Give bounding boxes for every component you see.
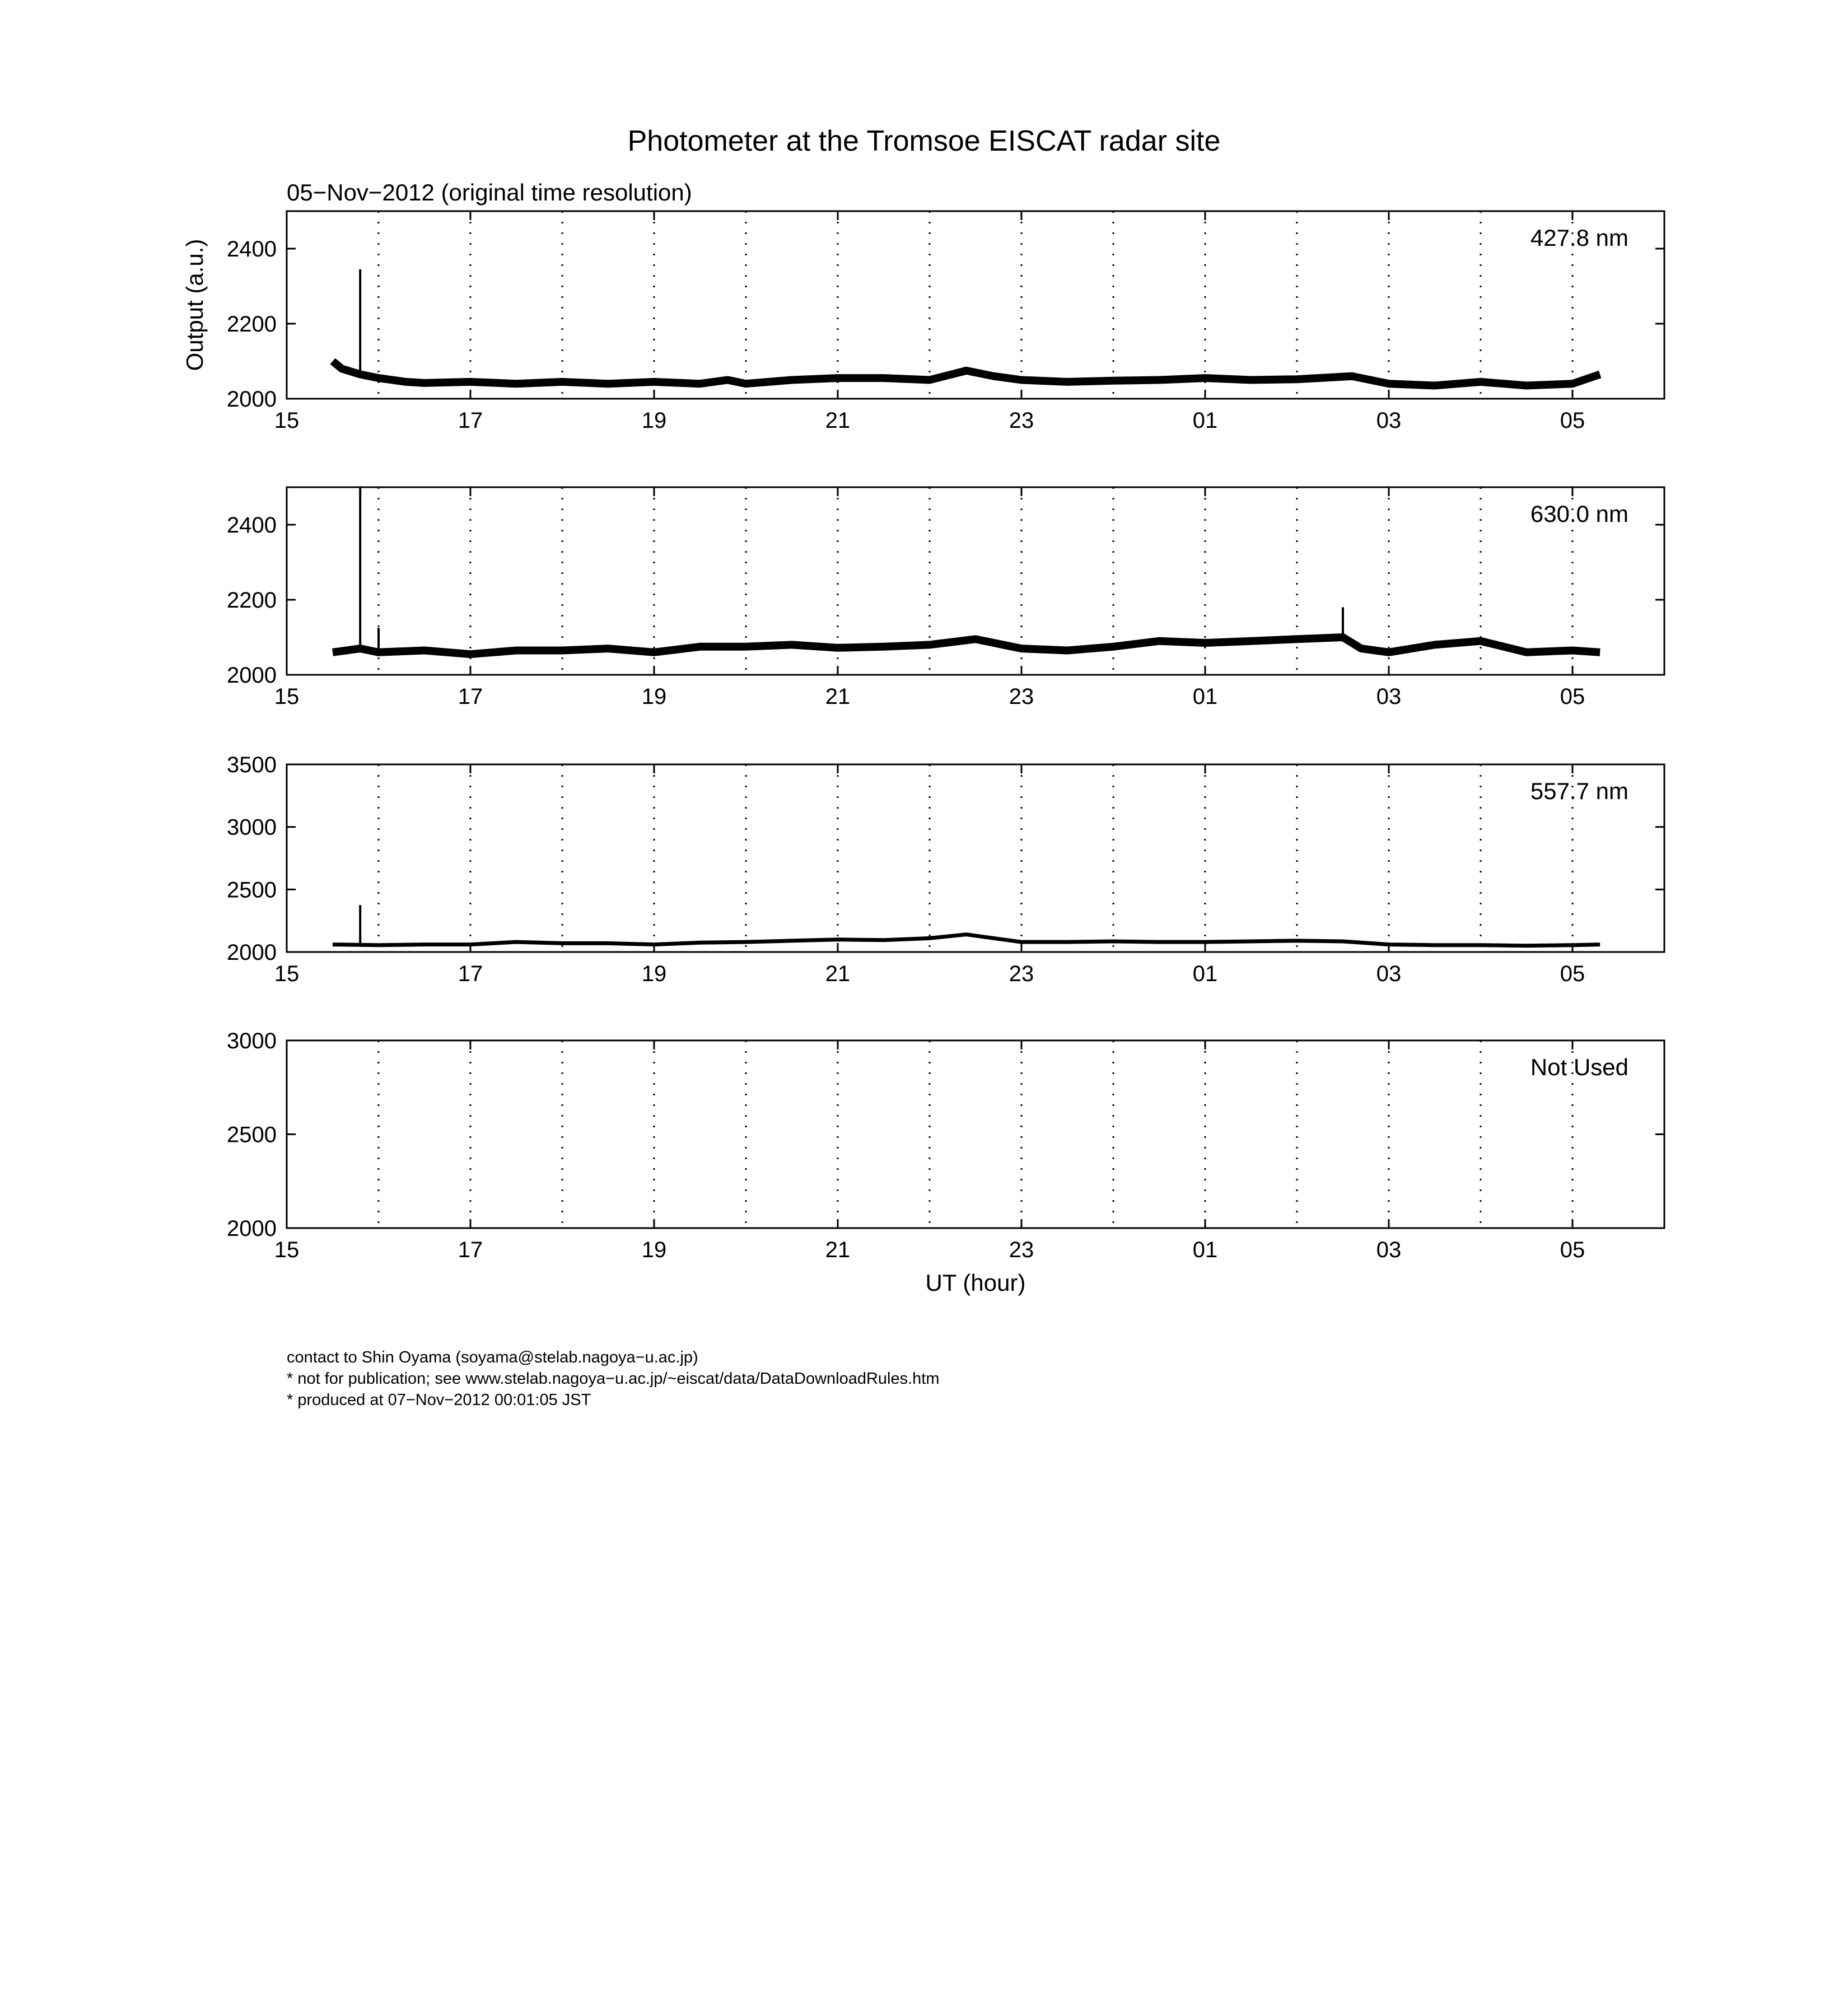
x-tick-label: 23 bbox=[1009, 684, 1034, 709]
y-tick-label: 3000 bbox=[227, 815, 277, 840]
x-tick-label: 15 bbox=[274, 408, 300, 433]
x-tick-label: 15 bbox=[274, 962, 300, 986]
x-tick-label: 01 bbox=[1192, 1238, 1218, 1262]
y-tick-label: 2400 bbox=[227, 513, 277, 538]
footer-produced-at: * produced at 07−Nov−2012 00:01:05 JST bbox=[287, 1391, 591, 1409]
panel-4 bbox=[227, 1029, 1664, 1296]
x-tick-label: 03 bbox=[1376, 1238, 1402, 1262]
x-tick-label: 01 bbox=[1192, 408, 1218, 433]
x-tick-label: 15 bbox=[274, 684, 300, 709]
y-tick-label: 2500 bbox=[227, 1122, 277, 1147]
series-line bbox=[333, 361, 1600, 386]
x-tick-label: 05 bbox=[1560, 684, 1585, 709]
x-axis-label: UT (hour) bbox=[925, 1270, 1026, 1296]
x-tick-label: 19 bbox=[641, 408, 667, 433]
y-tick-label: 2400 bbox=[227, 237, 277, 262]
axes-frame bbox=[287, 764, 1664, 952]
x-tick-label: 19 bbox=[641, 684, 667, 709]
channel-label: Not Used bbox=[1530, 1054, 1628, 1080]
x-tick-label: 17 bbox=[458, 962, 483, 986]
footer-publication-note: * not for publication; see www.stelab.nagoya−u.ac.jp/~eiscat/data/DataDownloadRules.htm bbox=[287, 1370, 940, 1388]
y-tick-label: 2200 bbox=[227, 588, 277, 613]
x-tick-label: 23 bbox=[1009, 408, 1034, 433]
series-line bbox=[333, 637, 1600, 654]
x-tick-label: 17 bbox=[458, 408, 483, 433]
x-tick-label: 15 bbox=[274, 1238, 300, 1262]
x-tick-label: 21 bbox=[825, 1238, 851, 1262]
x-tick-label: 05 bbox=[1560, 408, 1585, 433]
x-tick-label: 17 bbox=[458, 684, 483, 709]
x-tick-label: 19 bbox=[641, 1238, 667, 1262]
x-tick-label: 03 bbox=[1376, 684, 1402, 709]
panel-3 bbox=[227, 753, 1664, 986]
channel-label: 557.7 nm bbox=[1530, 778, 1628, 804]
y-tick-label: 2000 bbox=[227, 663, 277, 688]
panel-1 bbox=[181, 211, 1664, 433]
channel-label: 427.8 nm bbox=[1530, 225, 1628, 251]
y-axis-label: Output (a.u.) bbox=[181, 239, 208, 371]
series-line bbox=[333, 935, 1600, 946]
y-tick-label: 3500 bbox=[227, 753, 277, 777]
axes-frame bbox=[287, 1040, 1664, 1228]
figure-title: Photometer at the Tromsoe EISCAT radar site bbox=[627, 125, 1221, 157]
x-tick-label: 03 bbox=[1376, 962, 1402, 986]
y-tick-label: 2000 bbox=[227, 387, 277, 412]
footer-contact: contact to Shin Oyama (soyama@stelab.nagoya−u.ac.jp) bbox=[287, 1348, 698, 1366]
x-tick-label: 05 bbox=[1560, 1238, 1585, 1262]
x-tick-label: 21 bbox=[825, 962, 851, 986]
x-tick-label: 17 bbox=[458, 1238, 483, 1262]
y-tick-label: 2000 bbox=[227, 940, 277, 965]
x-tick-label: 23 bbox=[1009, 1238, 1034, 1262]
panel-2 bbox=[227, 487, 1664, 709]
channel-label: 630.0 nm bbox=[1530, 501, 1628, 527]
x-tick-label: 05 bbox=[1560, 962, 1585, 986]
footer-notes bbox=[287, 1347, 940, 1411]
x-tick-label: 03 bbox=[1376, 408, 1402, 433]
y-tick-label: 2200 bbox=[227, 312, 277, 337]
x-tick-label: 23 bbox=[1009, 962, 1034, 986]
x-tick-label: 21 bbox=[825, 408, 851, 433]
figure-subtitle: 05−Nov−2012 (original time resolution) bbox=[287, 179, 692, 206]
y-tick-label: 2000 bbox=[227, 1216, 277, 1241]
x-tick-label: 19 bbox=[641, 962, 667, 986]
y-tick-label: 3000 bbox=[227, 1029, 277, 1053]
x-tick-label: 01 bbox=[1192, 962, 1218, 986]
x-tick-label: 21 bbox=[825, 684, 851, 709]
y-tick-label: 2500 bbox=[227, 878, 277, 903]
x-tick-label: 01 bbox=[1192, 684, 1218, 709]
